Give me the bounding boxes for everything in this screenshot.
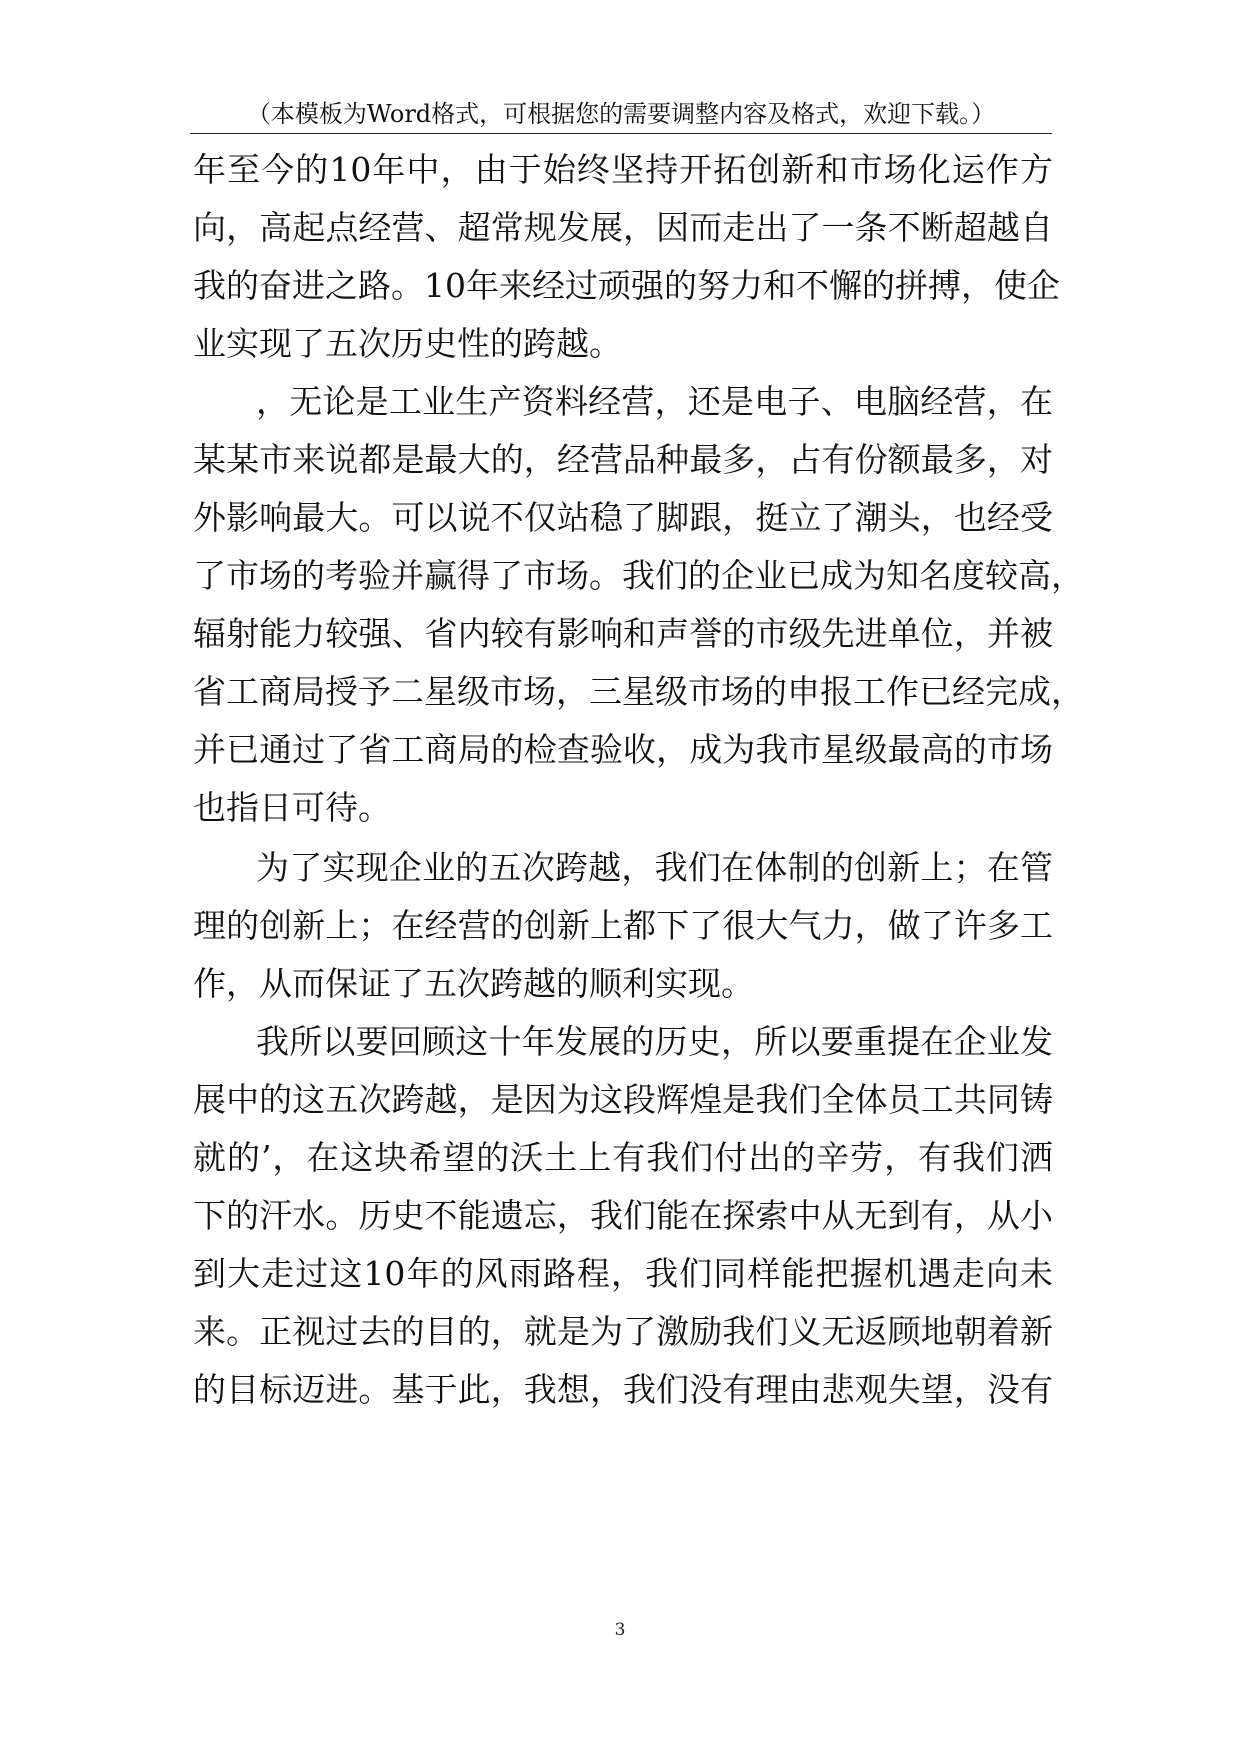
text-line: ，无论是工业生产资料经营，还是电子、电脑经营，在 <box>256 382 1053 421</box>
text-line: 来。正视过去的目的，就是为了激励我们义无返顾地朝着新 <box>193 1312 1053 1351</box>
text-line: 某某市来说都是最大的，经营品种最多，占有份额最多，对 <box>193 440 1053 479</box>
text-line: 我的奋进之路。10年来经过顽强的努力和不懈的拼搏，使企 <box>193 266 1060 305</box>
text-line: 作，从而保证了五次跨越的顺利实现。 <box>193 964 754 1003</box>
text-line: 的目标迈进。基于此，我想，我们没有理由悲观失望，没有 <box>193 1370 1053 1409</box>
text-line: 展中的这五次跨越，是因为这段辉煌是我们全体员工共同铸 <box>193 1080 1053 1119</box>
text-line: 业实现了五次历史性的跨越。 <box>193 324 622 363</box>
template-header-note: （本模板为Word格式，可根据您的需要调整内容及格式，欢迎下载。） <box>246 100 996 128</box>
text-line: 为了实现企业的五次跨越，我们在体制的创新上；在管 <box>256 848 1053 887</box>
text-line: 也指日可待。 <box>193 788 391 827</box>
page-number: 3 <box>614 1620 626 1640</box>
text-line: 外影响最大。可以说不仅站稳了脚跟，挺立了潮头，也经受 <box>193 498 1053 537</box>
text-line: 辐射能力较强、省内较有影响和声誉的市级先进单位，并被 <box>193 614 1053 653</box>
text-line: 省工商局授予二星级市场，三星级市场的申报工作已经完成， <box>193 672 1084 711</box>
text-line: 我所以要回顾这十年发展的历史，所以要重提在企业发 <box>256 1022 1053 1061</box>
text-line: 下的汗水。历史不能遗忘，我们能在探索中从无到有，从小 <box>193 1196 1053 1235</box>
text-line: 向，高起点经营、超常规发展，因而走出了一条不断超越自 <box>193 208 1053 247</box>
text-line: 年至今的10年中，由于始终坚持开拓创新和市场化运作方 <box>193 150 1053 189</box>
text-line: 并已通过了省工商局的检查验收，成为我市星级最高的市场 <box>193 730 1053 769</box>
text-line: 理的创新上；在经营的创新上都下了很大气力，做了许多工 <box>193 906 1053 945</box>
text-line: 就的’，在这块希望的沃土上有我们付出的辛劳，有我们洒 <box>193 1138 1053 1177</box>
text-line: 了市场的考验并赢得了市场。我们的企业已成为知名度较高， <box>193 556 1084 595</box>
text-line: 到大走过这10年的风雨路程，我们同样能把握机遇走向未 <box>193 1254 1053 1293</box>
